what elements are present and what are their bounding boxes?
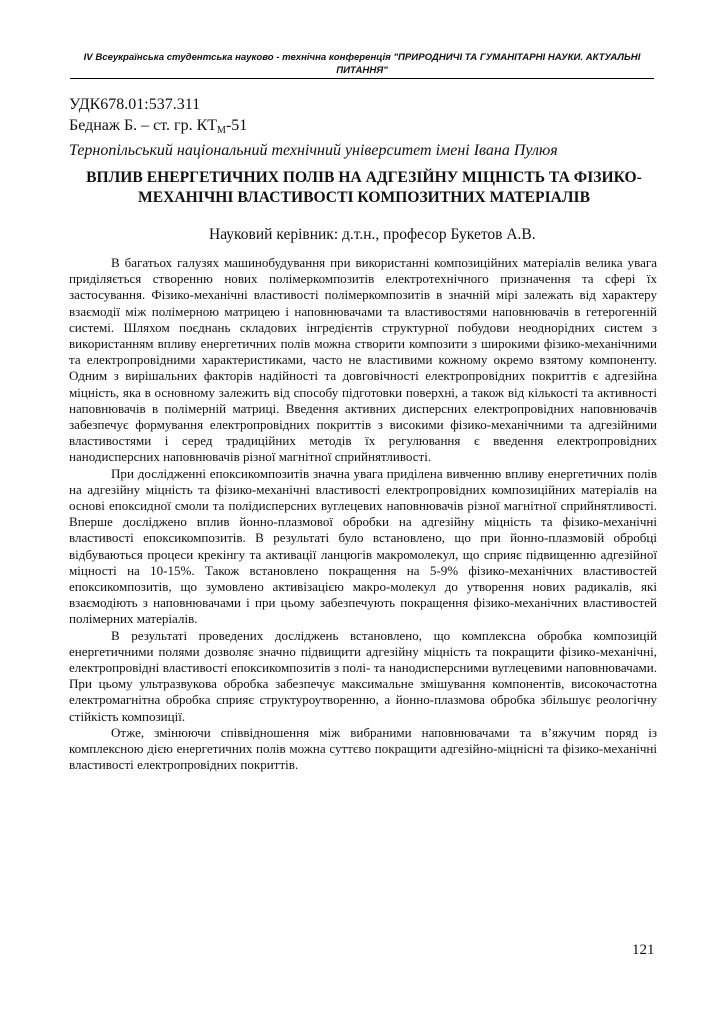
body-paragraph: В багатьох галузях машинобудування при використанні композиційних матеріалів велика увага приділяється створенню нових полімеркомпозитів електротехнічного призначення та сфері їх застосування. Фізико-механічні властивості полімеркомпозитів в значній мірі залежать від характеру взаємодії між полімерною матрицею і наповнювачами та властивостями наповнювачів в гетерогенній системі. Шляхом поєднань складових інгредієнтів структурної побудови неоднорідних систем з використанням впливу енергетичних полів можна створити композити з широкими фізико-механічними та електропровідними характеристиками, часто не властивими кожному окремо взятому компоненту. Одним з вирішальних факторів надійності та довговічності електропровідних покриттів є адгезійна міцність, яка в основному залежить від способу підготовки поверхні, а також від кількості та активності наповнювачів в полімерній матриці. Введення активних дисперсних електропровідних наповнювачів забезпечує формування електропровідних покриттів з високими фізико-механічними та адгезійними властивостями і серед традиційних методів їх регулювання є введення електропровідних нанодисперсних наповнювачів різної магнітної сприйнятливості. xyxy=(69,255,657,465)
conference-header: IV Всеукраїнська студентська науково - технічна конференція "ПРИРОДНИЧІ ТА ГУМАНІТАРНІ НАУКИ. АКТУАЛЬНІ ПИТАННЯ" xyxy=(70,51,654,79)
university-name: Тернопільський національний технічний університет імені Івана Пулюя xyxy=(69,142,558,159)
udc-code: УДК678.01:537.311 xyxy=(69,96,201,113)
author-name: Беднаж Б. – ст. гр. КТ xyxy=(69,116,218,134)
author-line xyxy=(69,116,659,142)
author-group-subscript: М xyxy=(217,124,226,136)
author-group-suffix: -51 xyxy=(225,116,248,134)
page-number: 121 xyxy=(632,942,655,958)
article-body xyxy=(69,255,657,774)
supervisor-line: Науковий керівник: д.т.н., професор Букетов А.В. xyxy=(209,226,536,243)
body-paragraph: При дослідженні епоксикомпозитів значна увага приділена вивченню впливу енергетичних полів на адгезійну міцність та фізико-механічні властивості електропровідних композиційних матеріалів на основі епоксидної смоли та полідисперсних вуглецевих наповнювачів різної магнітної сприйнятливості. Вперше досліджено вплив йонно-плазмової обробки на адгезійну міцність та фізико-механічні властивості епоксикомпозитів. В результаті було встановлено, що при йонно-плазмовій обробці відбуваються процеси крекінгу та активації ланцюгів макромолекул, що сприяє підвищенню адгезійної міцності на 10-15%. Також встановлено покращення на 5-9% фізико-механічних властивостей епоксикомпозитів, що зумовлено активізацією макро-молекул до утворення нових радикалів, які взаємодіють з наповнювачами і при цьому забезпечують покращення фізико-механічних властивостей полімерних матеріалів. xyxy=(69,465,657,627)
body-paragraph: Отже, змінюючи співвідношення між вибраними наповнювачами та в’яжучим поряд із комплексною дією енергетичних полів можна суттєво покращити адгезійно-міцнісні та фізико-механічні властивості електропровідних покриттів. xyxy=(69,724,657,773)
article-meta xyxy=(69,95,659,162)
article-title: ВПЛИВ ЕНЕРГЕТИЧНИХ ПОЛІВ НА АДГЕЗІЙНУ МІЦНІСТЬ ТА ФІЗИКО-МЕХАНІЧНІ ВЛАСТИВОСТІ КОМПОЗИТНИХ МАТЕРІАЛІВ xyxy=(86,169,642,206)
body-paragraph: В результаті проведених досліджень встановлено, що комплексна обробка композицій енергетичними полями дозволяє значно підвищити адгезійну міцність та покращити фізико-механічні, електропровідні властивості епоксикомпозитів з полі- та нанодисперсними вуглецевими наповнювачами. При цьому ультразвукова обробка забезпечує максимальне змішування компонентів, високочастотна електромагнітна обробка сприяє структуроутворенню, а йонно-плазмова обробка збільшує реологічну стійкість композиції. xyxy=(69,627,657,724)
